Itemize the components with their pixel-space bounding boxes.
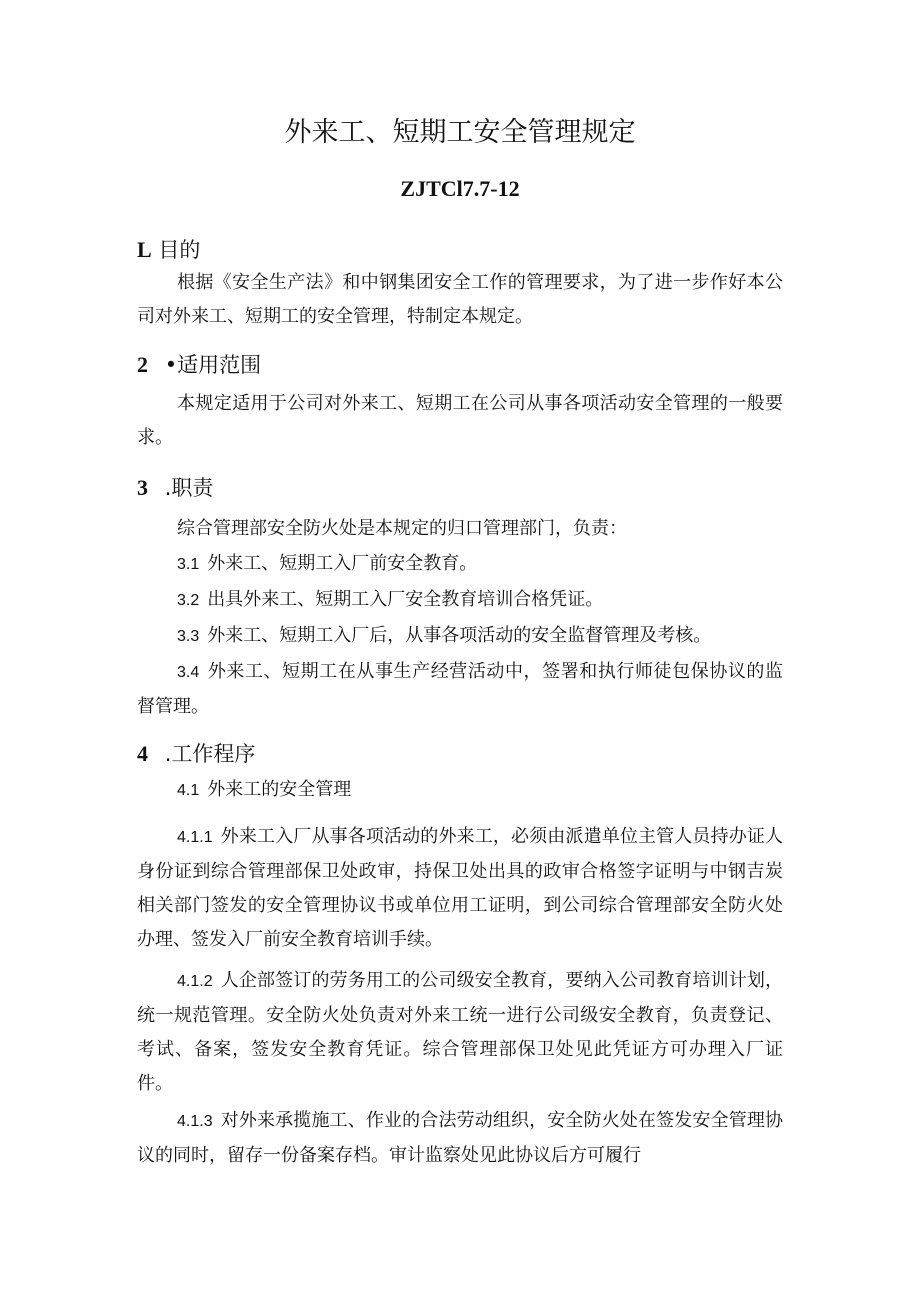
- list-item-4-1-3: [137, 1104, 783, 1173]
- list-item-3-4: [137, 655, 783, 724]
- subsection-4-1: [177, 773, 351, 808]
- item-number: 3.3: [177, 628, 200, 645]
- item-text: 对外来承揽施工、作业的合法劳动组织，安全防火处在签发安全管理协议的同时，留存一份备案存档。审计监察处见此协议后方可履行: [137, 1110, 783, 1166]
- list-item-3-2: [177, 583, 603, 618]
- section-3-heading: [137, 472, 213, 502]
- item-number: 3.4: [177, 664, 200, 681]
- list-item-3-1: [177, 547, 477, 582]
- list-item-3-3: [177, 619, 711, 654]
- section-2-paragraph: 本规定适用于公司对外来工、短期工在公司从事各项活动安全管理的一般要求。: [137, 393, 783, 448]
- section-1-paragraph: 根据《安全生产法》和中钢集团安全工作的管理要求，为了进一步作好本公司对外来工、短期工的安全管理，特制定本规定。: [137, 272, 783, 327]
- item-text: 人企部签订的劳务用工的公司级安全教育，要纳入公司教育培训计划，统一规范管理。安全防火处负责对外来工统一进行公司级安全教育，负责登记、考试、备案，签发安全教育凭证。综合管理部保卫处见此凭证方可办理入厂证件。: [137, 970, 783, 1094]
- section-2-heading: [137, 349, 261, 379]
- item-text: 外来工的安全管理: [207, 779, 352, 800]
- section-title: 目的: [158, 238, 201, 262]
- section-title: .工作程序: [164, 742, 256, 766]
- section-number: 4: [137, 741, 148, 766]
- section-number: L: [137, 237, 152, 262]
- list-item-4-1-2: [137, 964, 783, 1101]
- list-item-4-1-1: [137, 820, 783, 957]
- item-text: 外来工、短期工入厂前安全教育。: [207, 553, 478, 574]
- item-number: 3.2: [177, 592, 200, 609]
- item-number: 4.1.1: [177, 829, 213, 846]
- item-number: 4.1.2: [177, 973, 213, 990]
- section-4-heading: [137, 738, 255, 768]
- document-title: 外来工、短期工安全管理规定: [284, 117, 636, 148]
- section-title: .职责: [164, 476, 214, 500]
- section-number: 2: [137, 352, 148, 377]
- item-number: 4.1: [177, 782, 200, 799]
- section-number: 3: [137, 475, 148, 500]
- section-3-intro: 综合管理部安全防火处是本规定的归口管理部门，负责：: [177, 518, 627, 539]
- item-text: 外来工入厂从事各项活动的外来工，必须由派遣单位主管人员持办证人身份证到综合管理部保卫处政审，持保卫处出具的政审合格签字证明与中钢吉炭相关部门签发的安全管理协议书或单位用工证明，到公司综合管理部安全防火处办理、签发入厂前安全教育培训手续。: [137, 826, 783, 950]
- item-number: 3.1: [177, 556, 200, 573]
- item-text: 出具外来工、短期工入厂安全教育培训合格凭证。: [207, 589, 604, 610]
- item-text: 外来工、短期工在从事生产经营活动中，签署和执行师徒包保协议的监督管理。: [137, 661, 783, 717]
- item-text: 外来工、短期工入厂后，从事各项活动的安全监督管理及考核。: [207, 625, 712, 646]
- section-1-heading: [137, 234, 200, 264]
- document-number: ZJTCl7.7-12: [400, 176, 520, 201]
- section-title: •适用范围: [164, 353, 262, 377]
- item-number: 4.1.3: [177, 1113, 213, 1130]
